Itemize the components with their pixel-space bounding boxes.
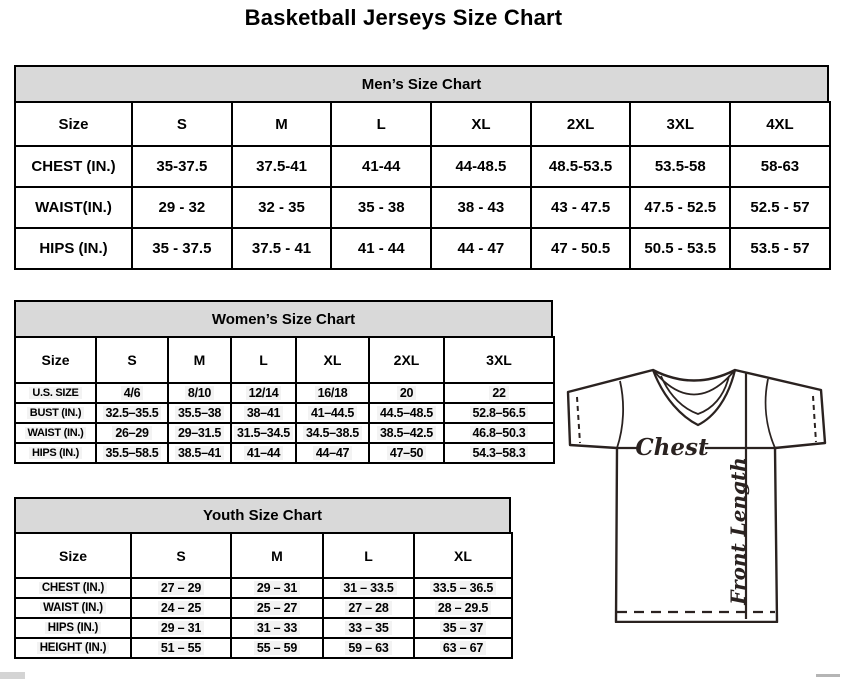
data-cell — [231, 618, 323, 638]
data-cell — [168, 403, 231, 423]
row-label-cell — [15, 187, 132, 228]
cell-value: 22 — [489, 386, 508, 400]
cell-value: 31 – 33 — [254, 621, 300, 635]
cell-value: 58-63 — [760, 158, 800, 175]
row-label: U.S. SIZE — [29, 387, 81, 399]
cell-value: 35 - 37.5 — [152, 240, 212, 257]
data-cell — [231, 443, 296, 463]
chest-label: Chest — [635, 434, 709, 461]
row-label-cell — [15, 146, 132, 187]
cell-value: 44.5–48.5 — [377, 406, 436, 420]
youth-table — [14, 532, 513, 659]
data-cell — [296, 423, 369, 443]
cell-value: 29 - 32 — [158, 199, 206, 216]
row-label: CHEST (IN.) — [39, 582, 107, 594]
data-cell — [323, 578, 414, 598]
cell-value: 44–47 — [313, 446, 352, 460]
column-header-row — [15, 337, 554, 383]
data-cell — [323, 618, 414, 638]
page-title: Basketball Jerseys Size Chart — [244, 5, 563, 30]
data-cell — [231, 638, 323, 658]
cell-value: 35 - 38 — [357, 199, 405, 216]
row-label: CHEST (IN.) — [31, 158, 116, 175]
data-cell — [369, 423, 444, 443]
cell-value: 38 - 43 — [457, 199, 505, 216]
cell-value: 63 – 67 — [440, 641, 486, 655]
column-header: L — [331, 102, 431, 146]
horizontal-scrollbar-thumb-fragment[interactable] — [816, 674, 840, 677]
data-cell — [132, 187, 232, 228]
data-cell — [131, 618, 231, 638]
data-cell — [431, 187, 531, 228]
data-cell — [132, 146, 232, 187]
data-cell — [414, 578, 512, 598]
cell-value: 47.5 - 52.5 — [644, 199, 717, 216]
cell-value: 37.5-41 — [256, 158, 307, 175]
table-row — [15, 187, 830, 228]
cell-value: 27 – 28 — [345, 601, 391, 615]
column-header: S — [132, 102, 232, 146]
row-label: HIPS (IN.) — [45, 622, 101, 634]
cell-value: 27 – 29 — [158, 581, 204, 595]
data-cell — [131, 578, 231, 598]
cell-value: 43 - 47.5 — [550, 199, 611, 216]
table-row — [15, 443, 554, 463]
data-cell — [231, 598, 323, 618]
cell-value: 20 — [397, 386, 416, 400]
data-cell — [231, 423, 296, 443]
row-label-cell — [15, 403, 96, 423]
column-header: XL — [414, 533, 512, 578]
data-cell — [232, 187, 332, 228]
data-cell — [323, 598, 414, 618]
table-row — [15, 423, 554, 443]
size-header: Size — [15, 102, 132, 146]
data-cell — [730, 228, 830, 269]
row-label-cell — [15, 383, 96, 403]
cell-value: 41–44.5 — [308, 406, 357, 420]
data-cell — [323, 638, 414, 658]
data-cell — [444, 443, 554, 463]
cell-value: 32.5–35.5 — [103, 406, 162, 420]
cell-value: 38–41 — [244, 406, 283, 420]
cell-value: 47 - 50.5 — [550, 240, 611, 257]
data-cell — [444, 423, 554, 443]
youth-chart-header: Youth Size Chart — [14, 497, 511, 532]
data-cell — [96, 423, 168, 443]
data-cell — [168, 383, 231, 403]
row-label-cell — [15, 443, 96, 463]
horizontal-scrollbar-left-fragment[interactable] — [0, 672, 25, 679]
data-cell — [730, 146, 830, 187]
cell-value: 12/14 — [246, 386, 282, 400]
cell-value: 29–31.5 — [175, 426, 224, 440]
cell-value: 35.5–58.5 — [103, 446, 162, 460]
column-header: S — [131, 533, 231, 578]
cell-value: 50.5 - 53.5 — [644, 240, 717, 257]
data-cell — [231, 578, 323, 598]
womens-table — [14, 336, 555, 464]
data-cell — [296, 383, 369, 403]
cell-value: 26–29 — [112, 426, 151, 440]
data-cell — [132, 228, 232, 269]
cell-value: 35 – 37 — [440, 621, 486, 635]
data-cell — [331, 146, 431, 187]
data-cell — [369, 403, 444, 423]
cell-value: 59 – 63 — [345, 641, 391, 655]
cell-value: 44 - 47 — [457, 240, 505, 257]
column-header: XL — [431, 102, 531, 146]
row-label-cell — [15, 598, 131, 618]
cell-value: 52.5 - 57 — [750, 199, 810, 216]
cell-value: 41 - 44 — [357, 240, 405, 257]
cell-value: 34.5–38.5 — [303, 426, 362, 440]
column-header: 4XL — [730, 102, 830, 146]
data-cell — [232, 146, 332, 187]
data-cell — [369, 383, 444, 403]
data-cell — [531, 187, 631, 228]
column-header-row — [15, 102, 830, 146]
column-header: XL — [296, 337, 369, 383]
table-row — [15, 228, 830, 269]
data-cell — [630, 187, 730, 228]
data-cell — [444, 383, 554, 403]
cell-value: 8/10 — [185, 386, 214, 400]
data-cell — [730, 187, 830, 228]
column-header: 2XL — [369, 337, 444, 383]
cell-value: 55 – 59 — [254, 641, 300, 655]
column-header: M — [232, 102, 332, 146]
table-row — [15, 598, 512, 618]
cell-value: 41–44 — [244, 446, 283, 460]
cell-value: 29 – 31 — [158, 621, 204, 635]
cell-value: 29 – 31 — [254, 581, 300, 595]
row-label: WAIST (IN.) — [25, 427, 87, 439]
cell-value: 16/18 — [315, 386, 351, 400]
cell-value: 33 – 35 — [345, 621, 391, 635]
column-header: M — [231, 533, 323, 578]
row-label: HIPS (IN.) — [29, 447, 82, 459]
cell-value: 38.5–42.5 — [377, 426, 436, 440]
front-length-label: Front Length — [726, 457, 750, 605]
cell-value: 31 – 33.5 — [340, 581, 396, 595]
row-label-cell — [15, 423, 96, 443]
data-cell — [414, 618, 512, 638]
data-cell — [630, 228, 730, 269]
data-cell — [168, 443, 231, 463]
cell-value: 37.5 - 41 — [251, 240, 312, 257]
table-row — [15, 403, 554, 423]
cell-value: 33.5 – 36.5 — [430, 581, 496, 595]
data-cell — [131, 638, 231, 658]
cell-value: 53.5 - 57 — [750, 240, 810, 257]
mens-size-chart — [14, 65, 829, 270]
data-cell — [331, 187, 431, 228]
row-label: WAIST (IN.) — [40, 602, 106, 614]
table-row — [15, 146, 830, 187]
data-cell — [331, 228, 431, 269]
cell-value: 28 – 29.5 — [435, 601, 491, 615]
data-cell — [531, 228, 631, 269]
data-cell — [168, 423, 231, 443]
data-cell — [444, 403, 554, 423]
row-label: HEIGHT (IN.) — [37, 642, 110, 654]
cell-value: 54.3–58.3 — [470, 446, 529, 460]
womens-chart-header: Women’s Size Chart — [14, 300, 553, 336]
column-header: S — [96, 337, 168, 383]
row-label-cell — [15, 228, 132, 269]
data-cell — [296, 443, 369, 463]
cell-value: 53.5-58 — [654, 158, 706, 175]
data-cell — [431, 146, 531, 187]
column-header: 2XL — [531, 102, 631, 146]
table-row — [15, 578, 512, 598]
womens-size-chart — [14, 300, 553, 464]
cell-value: 51 – 55 — [158, 641, 204, 655]
cell-value: 32 - 35 — [258, 199, 305, 216]
cell-value: 47–50 — [387, 446, 426, 460]
row-label: HIPS (IN.) — [39, 240, 108, 257]
data-cell — [531, 146, 631, 187]
column-header: L — [231, 337, 296, 383]
column-header-row — [15, 533, 512, 578]
data-cell — [414, 598, 512, 618]
size-header: Size — [15, 533, 131, 578]
column-header: L — [323, 533, 414, 578]
youth-size-chart — [14, 497, 511, 659]
mens-table — [14, 101, 831, 270]
jersey-measurement-diagram — [556, 361, 842, 623]
jersey-outline — [568, 370, 825, 622]
data-cell — [96, 383, 168, 403]
cell-value: 46.8–50.3 — [470, 426, 529, 440]
cell-value: 35.5–38 — [175, 406, 224, 420]
size-header: Size — [15, 337, 96, 383]
column-header: 3XL — [444, 337, 554, 383]
data-cell — [431, 228, 531, 269]
cell-value: 24 – 25 — [158, 601, 204, 615]
mens-chart-header: Men’s Size Chart — [14, 65, 829, 101]
row-label: WAIST(IN.) — [35, 199, 112, 216]
cell-value: 48.5-53.5 — [548, 158, 613, 175]
row-label-cell — [15, 618, 131, 638]
data-cell — [231, 403, 296, 423]
row-label: BUST (IN.) — [27, 407, 84, 419]
data-cell — [414, 638, 512, 658]
cell-value: 44-48.5 — [455, 158, 507, 175]
cell-value: 52.8–56.5 — [470, 406, 529, 420]
data-cell — [131, 598, 231, 618]
data-cell — [630, 146, 730, 187]
column-header: M — [168, 337, 231, 383]
cell-value: 38.5–41 — [175, 446, 224, 460]
data-cell — [96, 403, 168, 423]
cell-value: 35-37.5 — [156, 158, 208, 175]
table-row — [15, 383, 554, 403]
data-cell — [96, 443, 168, 463]
cell-value: 4/6 — [121, 386, 143, 400]
column-header: 3XL — [630, 102, 730, 146]
data-cell — [232, 228, 332, 269]
data-cell — [231, 383, 296, 403]
row-label-cell — [15, 578, 131, 598]
table-row — [15, 618, 512, 638]
data-cell — [369, 443, 444, 463]
row-label-cell — [15, 638, 131, 658]
table-row — [15, 638, 512, 658]
data-cell — [296, 403, 369, 423]
cell-value: 25 – 27 — [254, 601, 300, 615]
cell-value: 31.5–34.5 — [234, 426, 293, 440]
cell-value: 41-44 — [362, 158, 401, 175]
